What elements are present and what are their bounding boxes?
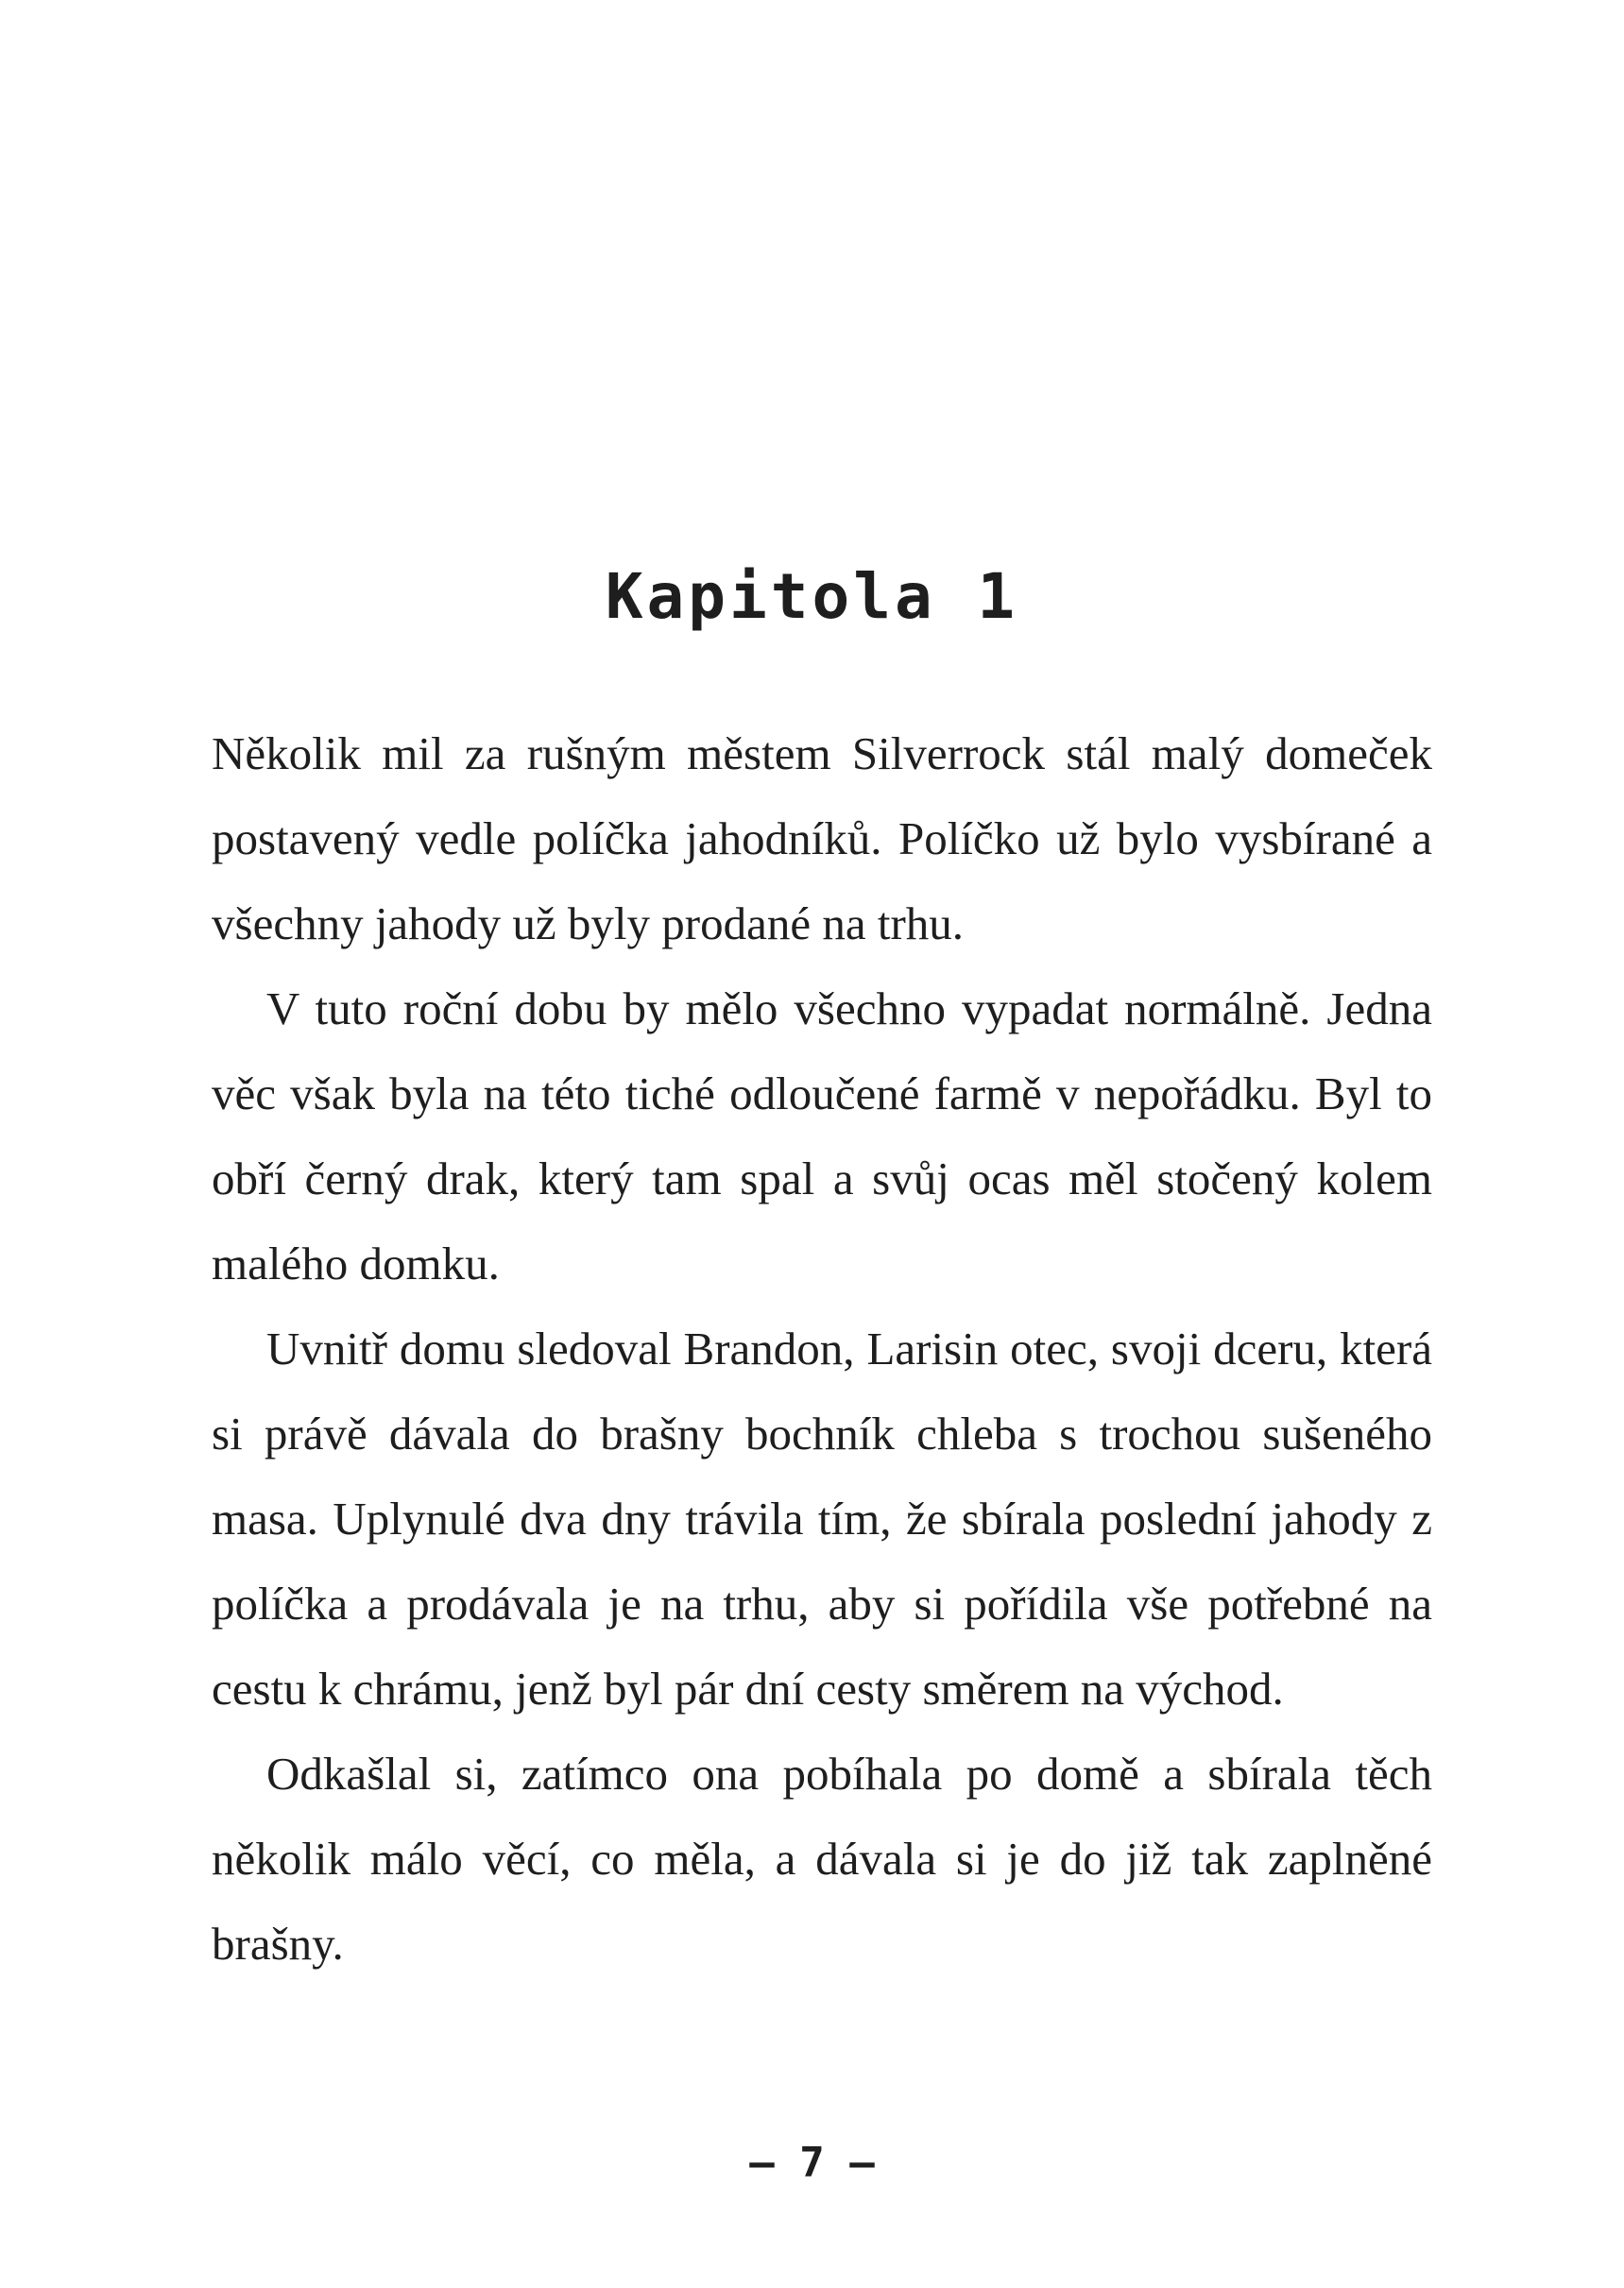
paragraph-4: Odkašlal si, zatímco ona pobíhala po domě a sbírala těch několik málo věcí, co měla, a dávala si je do již tak zaplněné brašny. — [212, 1748, 1432, 1970]
paragraph-2: V tuto roční dobu by mělo všechno vypadat normálně. Jedna věc však byla na této tiché odloučené farmě v nepořádku. Byl to obří černý drak, který tam spal a svůj ocas měl stočený kolem malého domku. — [212, 982, 1432, 1289]
page-number: – 7 – — [749, 2139, 875, 2187]
paragraph-3: Uvnitř domu sledoval Brandon, Larisin otec, svoji dceru, která si právě dávala do brašny bochník chleba s trochou sušeného masa. Uplynulé dva dny trávila tím, že sbírala poslední jahody z políčka a prodávala je na trhu, aby si pořídila vše potřebné na cestu k chrámu, jenž byl pár dní cesty směrem na východ. — [212, 1323, 1432, 1715]
chapter-body — [212, 711, 1432, 1987]
chapter-title: Kapitola 1 — [605, 560, 1019, 633]
paragraph-1: Několik mil za rušným městem Silverrock stál malý domeček postavený vedle políčka jahodníků. Políčko už bylo vysbírané a všechny jahody už byly prodané na trhu. — [212, 727, 1432, 949]
